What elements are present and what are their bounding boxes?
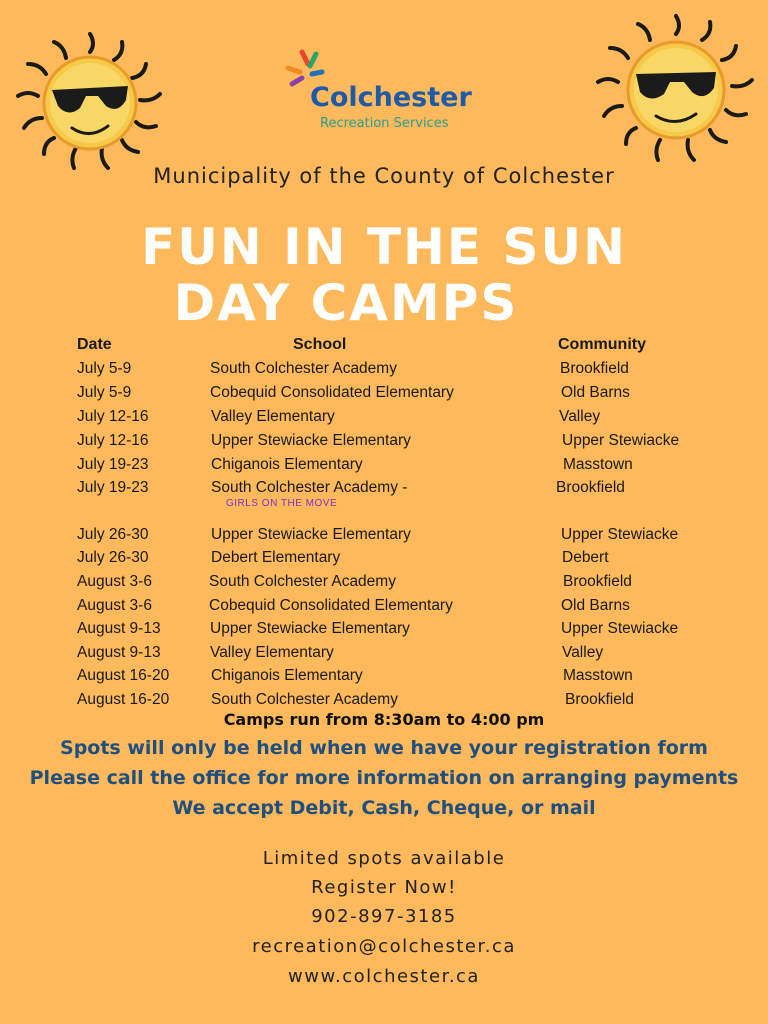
row-date: July 12-16 — [77, 432, 149, 449]
row-community: Upper Stewiacke — [562, 432, 680, 449]
notice-payments: Please call the office for more information on arranging payments — [29, 767, 739, 789]
row-date: July 26-30 — [77, 526, 149, 543]
logo-subtitle: Recreation Services — [320, 116, 449, 131]
camp-hours: Camps run from 8:30am to 4:00 pm — [223, 710, 545, 729]
row-school: Cobequid Consolidated Elementary — [209, 597, 453, 614]
register-now: Register Now! — [311, 877, 457, 898]
row-school: South Colchester Academy - — [211, 479, 408, 496]
row-community: Upper Stewiacke — [561, 620, 679, 637]
notice-payment-methods: We accept Debit, Cash, Cheque, or mail — [172, 797, 596, 819]
email-address: recreation@colchester.ca — [252, 936, 516, 957]
row-school: South Colchester Academy — [211, 691, 398, 708]
row-community: Brookfield — [556, 479, 625, 496]
row-date: July 19-23 — [77, 479, 149, 496]
row-community: Brookfield — [565, 691, 634, 708]
row-date: July 12-16 — [77, 408, 149, 425]
row-school: Upper Stewiacke Elementary — [211, 526, 411, 543]
website-url: www.colchester.ca — [288, 966, 480, 987]
row-school: South Colchester Academy — [209, 573, 396, 590]
header-date: Date — [77, 336, 112, 353]
limited-spots: Limited spots available — [262, 848, 506, 869]
row-school: Upper Stewiacke Elementary — [211, 432, 411, 449]
row-community: Debert — [562, 549, 609, 566]
row-community: Upper Stewiacke — [561, 526, 679, 543]
row-date: August 9-13 — [77, 620, 161, 637]
notice-registration: Spots will only be held when we have your registration form — [60, 737, 708, 759]
row-school: Valley Elementary — [210, 644, 334, 661]
row-date: July 5-9 — [77, 384, 132, 401]
row-date: August 3-6 — [77, 597, 152, 614]
phone-number: 902-897-3185 — [311, 906, 457, 927]
row-community: Valley — [562, 644, 604, 661]
row-school: Chiganois Elementary — [211, 667, 363, 684]
row-date: August 16-20 — [77, 691, 170, 708]
logo-name: Colchester — [310, 82, 472, 113]
row-date: July 19-23 — [77, 456, 149, 473]
row-date: August 9-13 — [77, 644, 161, 661]
row-school: Valley Elementary — [211, 408, 335, 425]
row-date: August 3-6 — [77, 573, 152, 590]
girls-on-the-move-note: GIRLS ON THE MOVE — [226, 498, 338, 509]
row-community: Masstown — [563, 456, 633, 473]
row-community: Masstown — [563, 667, 633, 684]
row-school: Chiganois Elementary — [211, 456, 363, 473]
headline-line-1: FUN IN THE SUN — [141, 218, 627, 276]
row-community: Valley — [559, 408, 601, 425]
municipality-title: Municipality of the County of Colchester — [153, 164, 615, 188]
row-community: Old Barns — [561, 384, 630, 401]
headline-line-2: DAY CAMPS — [173, 274, 519, 332]
row-date: July 26-30 — [77, 549, 149, 566]
row-community: Brookfield — [560, 360, 629, 377]
row-community: Old Barns — [561, 597, 630, 614]
row-date: July 5-9 — [77, 360, 132, 377]
row-school: Debert Elementary — [211, 549, 341, 566]
row-school: Cobequid Consolidated Elementary — [210, 384, 454, 401]
header-school: School — [293, 336, 347, 353]
header-community: Community — [558, 336, 646, 353]
row-community: Brookfield — [563, 573, 632, 590]
row-date: August 16-20 — [77, 667, 170, 684]
row-school: South Colchester Academy — [210, 360, 397, 377]
row-school: Upper Stewiacke Elementary — [210, 620, 410, 637]
